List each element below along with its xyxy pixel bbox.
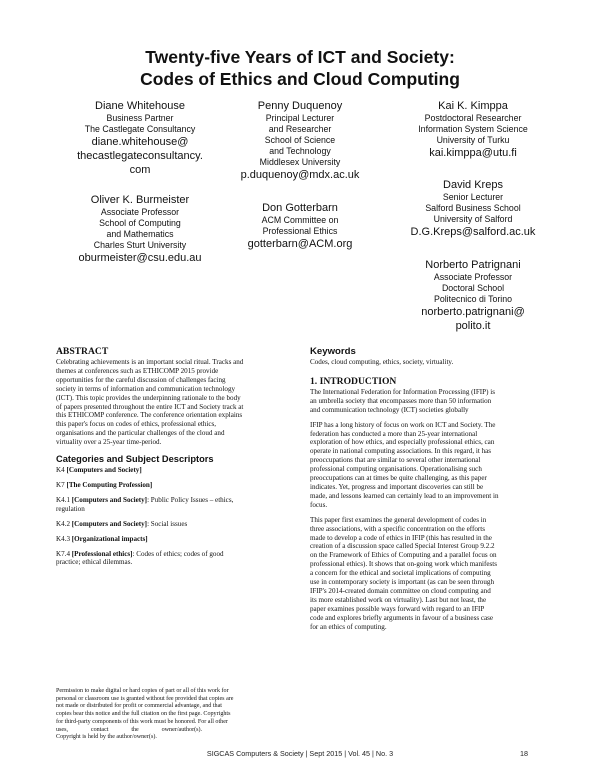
permission-line: for third-party components of this work must be honored. For all other <box>56 718 228 725</box>
author-block <box>40 193 240 265</box>
author-block <box>213 201 387 251</box>
author-affiliation: School of Computing <box>99 218 181 228</box>
abstract-line: this ETHICOMP conference. The conference orientation explains <box>56 411 243 420</box>
title-line-1: Twenty-five Years of ICT and Society: <box>145 47 455 67</box>
intro-paragraph-2: IFIP has a long history of focus on work on ICT and Society. The federation has conducted a more than 25-year international exploration of how ethics, and especially professional ethics, can operate in national computing associations. In this regard, it has preoccupations that are similar to several other international professional computing organisations. Operationalising such preoccupations can at times be quite challenging, as this paper indicates. Yet, progress and important discoveries can still be made, and lessons learned can certainly lead to an improvement in focus. <box>310 420 499 509</box>
author-block <box>378 178 568 239</box>
permission-line: Copyright is held by the author/owner(s). <box>56 734 157 741</box>
footer-citation: SIGCAS Computers & Society | Sept 2015 | Vol. 45 | No. 3 <box>206 749 394 758</box>
author-affiliation: and Technology <box>269 146 331 156</box>
author-block <box>213 99 387 182</box>
author-name: Oliver K. Burmeister <box>90 194 190 206</box>
intro-heading: 1. INTRODUCTION <box>310 375 397 387</box>
author-affiliation: Information System Science <box>418 124 528 134</box>
author-affiliation: Senior Lecturer <box>442 192 504 202</box>
author-email: diane.whitehouse@ <box>91 136 189 148</box>
permission-line: uses, contact the owner/author(s). <box>56 726 203 733</box>
author-email: D.G.Kreps@salford.ac.uk <box>410 226 536 238</box>
category-item: K7 [The Computing Profession] <box>56 480 153 489</box>
abstract-heading: ABSTRACT <box>56 346 109 357</box>
author-name: Penny Duquenoy <box>257 100 343 112</box>
author-block <box>378 99 568 160</box>
author-email: thecastlegateconsultancy. <box>77 150 203 162</box>
abstract-line: society in terms of information and communication technology <box>56 384 236 393</box>
author-affiliation: Salford Business School <box>425 203 521 213</box>
author-name: Norberto Patrignani <box>425 259 521 271</box>
right-column <box>310 346 548 631</box>
category-item: K4.2 [Computers and Society]: Social issues <box>56 519 188 528</box>
abstract-line: opportunities for the careful discussion of challenges facing <box>56 375 226 384</box>
keywords-heading: Keywords <box>310 346 356 357</box>
author-affiliation: University of Salford <box>433 214 513 224</box>
category-item: K4.1 [Computers and Society]: Public Policy Issues – ethics, regulation <box>56 495 234 513</box>
author-email: norberto.patrignani@ <box>421 306 525 318</box>
categories-heading: Categories and Subject Descriptors <box>56 454 214 465</box>
author-affiliation: Principal Lecturer <box>265 113 335 123</box>
author-email: oburmeister@csu.edu.au <box>78 252 202 264</box>
author-affiliation: and Researcher <box>268 124 332 134</box>
category-item: K7.4 [Professional ethics]: Codes of ethics; codes of good practice; ethical dilemmas. <box>56 549 224 567</box>
permission-line: personal or classroom use is granted without fee provided that copies are <box>56 695 234 702</box>
author-affiliation: Middlesex University <box>259 157 341 167</box>
abstract-line: Celebrating achievements is an important social ritual. Tracks and <box>56 358 244 366</box>
abstract-line: virtuality over a 25-year time-period. <box>56 438 162 447</box>
permission-notice <box>56 688 294 742</box>
page-number: 18 <box>520 749 528 758</box>
permission-line: copies bear this notice and the full citation on the first page. Copyrights <box>56 711 231 718</box>
author-name: David Kreps <box>443 179 503 191</box>
author-affiliation: Charles Sturt University <box>93 240 187 250</box>
abstract-line: organisations and the particular challenges of the cloud and <box>56 429 225 438</box>
author-affiliation: Associate Professor <box>433 272 513 282</box>
author-affiliation: Professional Ethics <box>262 226 338 236</box>
paper-title <box>0 46 600 90</box>
author-affiliation: ACM Committee on <box>261 215 339 225</box>
category-item: K4 [Computers and Society] <box>56 466 142 475</box>
author-email: gotterbarn@ACM.org <box>247 238 353 250</box>
abstract-line: of papers presented throughout the entire ICT and Society track at <box>56 402 244 411</box>
author-name: Don Gotterbarn <box>262 202 338 214</box>
permission-line: Permission to make digital or hard copies of part or all of this work for <box>56 688 229 694</box>
author-affiliation: Politecnico di Torino <box>433 294 513 304</box>
author-affiliation: University of Turku <box>436 135 510 145</box>
author-affiliation: School of Science <box>264 135 336 145</box>
author-block <box>378 258 568 333</box>
permission-line: not made or distributed for profit or commercial advantage, and that <box>56 703 222 710</box>
keywords-text: Codes, cloud computing, ethics, society, virtuality. <box>310 358 454 366</box>
author-name: Kai K. Kimppa <box>438 100 508 112</box>
abstract-line: (ICT). This topic provides the underpinning rationale to the body <box>56 393 241 402</box>
author-affiliation: and Mathematics <box>106 229 174 239</box>
author-affiliation: Business Partner <box>106 113 174 123</box>
author-name: Diane Whitehouse <box>95 100 185 112</box>
author-affiliation: The Castlegate Consultancy <box>84 124 196 134</box>
author-affiliation: Associate Professor <box>100 207 180 217</box>
abstract-line: themes at conferences such as ETHICOMP 2015 provide <box>56 366 219 375</box>
intro-paragraph-3: This paper first examines the general development of codes in three associations, with a specific concentration on the efforts made to develop a code of ethics in IFIP (this has resulted in the creation of a discussion space called Special Interest Group 9.2.2 on the Framework of Ethics of Computing and a parallel focus on professional ethics). It shows that on-going work which manifests a concern for the ethical and societal implications of computing use in contemporary society is important (as can be seen through IFIP's 2014-created domain committee on cloud computing and its more established work on virtuality). Last but not least, the paper examines possible ways forward with regard to an IFIP code and explores briefly arguments in favour of a business case for an ethics of computing. <box>310 515 497 631</box>
title-line-2: Codes of Ethics and Cloud Computing <box>140 69 460 89</box>
intro-paragraph-1: The International Federation for Information Processing (IFIP) is an umbrella society that encompasses more than 50 information and communication technology (ICT) societies globally <box>310 387 495 414</box>
left-column <box>56 346 294 573</box>
author-block <box>40 99 240 177</box>
author-affiliation: Doctoral School <box>441 283 505 293</box>
author-email: kai.kimppa@utu.fi <box>429 147 517 159</box>
author-affiliation: Postdoctoral Researcher <box>424 113 522 123</box>
author-email: com <box>129 164 151 176</box>
category-item: K4.3 [Organizational impacts] <box>56 534 148 543</box>
abstract-body <box>56 358 294 447</box>
author-email: polito.it <box>455 320 491 332</box>
abstract-line: this paper's focus on codes of ethics, professional ethics, <box>56 420 217 429</box>
author-email: p.duquenoy@mdx.ac.uk <box>240 169 360 181</box>
